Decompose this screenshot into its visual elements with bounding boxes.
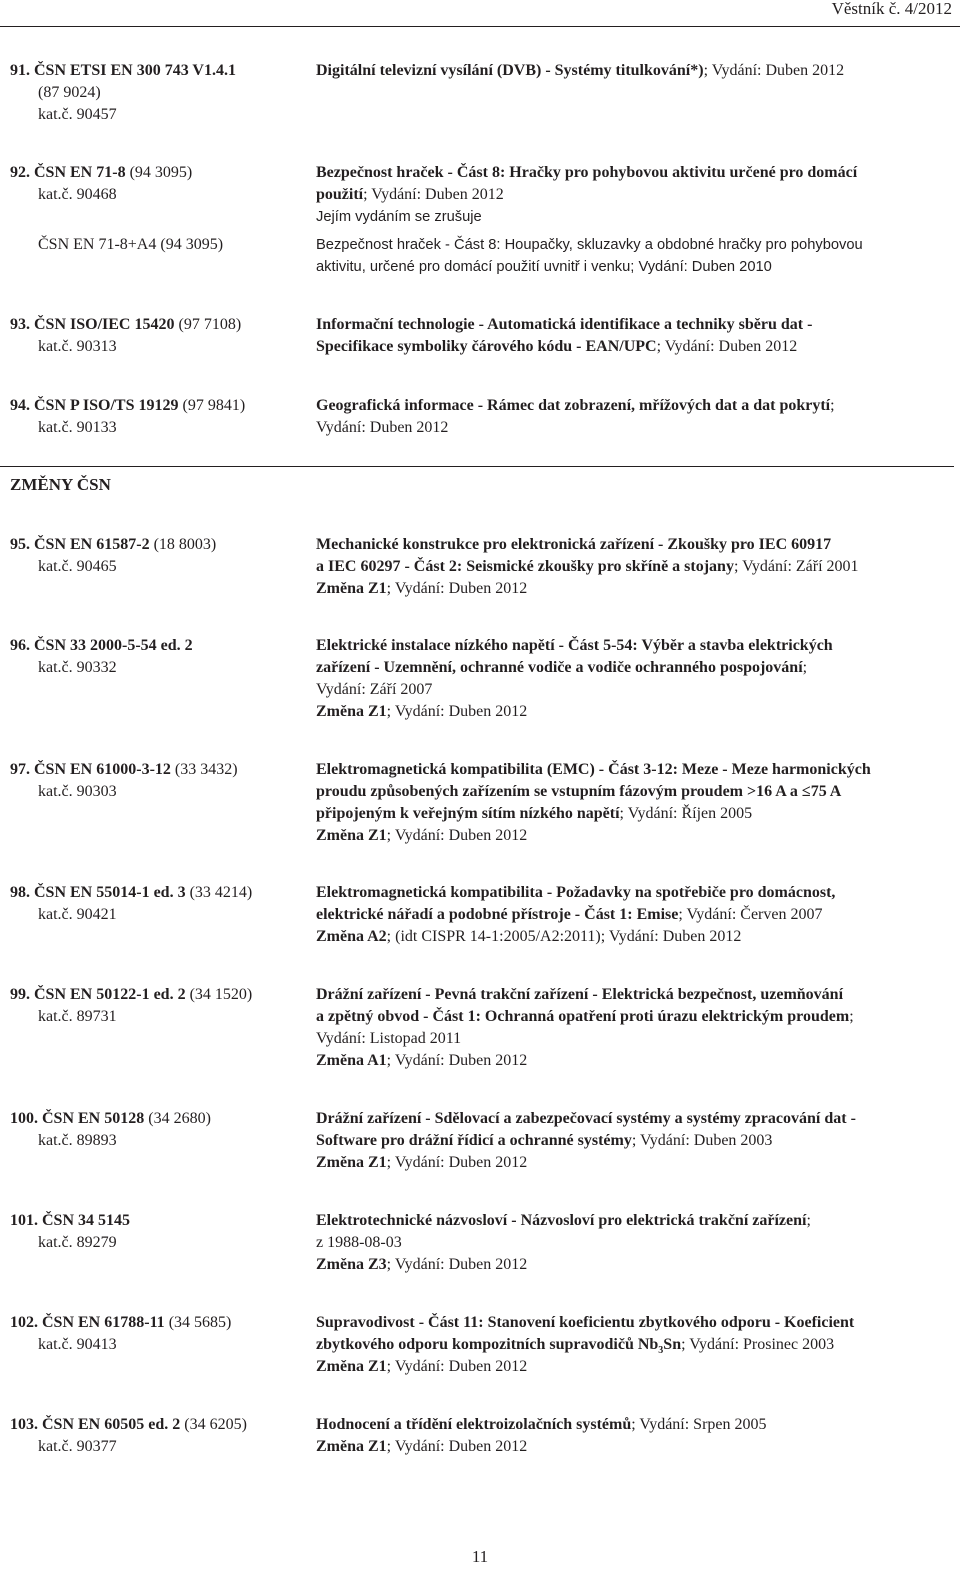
- amendment-label: Změna Z1: [316, 1154, 387, 1171]
- catalog-number: kat.č. 90377: [38, 1438, 117, 1455]
- section-title: ZMĚNY ČSN: [10, 475, 111, 494]
- entry-number: 97.: [10, 761, 30, 778]
- amendment-label: Změna Z3: [316, 1256, 387, 1273]
- standard-title-end: 75 A: [810, 783, 842, 800]
- standard-title: Drážní zařízení - Pevná trakční zařízení - Elektrická bezpečnost, uzemňování: [316, 986, 844, 1003]
- catalog-number: kat.č. 90332: [38, 659, 117, 676]
- amendment-issue: ; Vydání: Duben 2012: [386, 1256, 528, 1273]
- standard-code: ČSN EN 61587-2: [34, 536, 150, 553]
- amendment-issue: ; Vydání: Duben 2012: [386, 1358, 528, 1375]
- entry-number: 103.: [10, 1416, 38, 1433]
- page-number: 11: [471, 1547, 489, 1566]
- amendment-issue: ; Vydání: Duben 2012: [386, 1052, 528, 1069]
- standard-title: Elektromagnetická kompatibilita - Požadavky na spotřebiče pro domácnost,: [316, 884, 836, 901]
- classification: (94 3095): [125, 164, 193, 181]
- issue-date: z 1988-08-03: [316, 1234, 402, 1251]
- classification: (34 5685): [164, 1314, 232, 1331]
- classification: (34 1520): [185, 986, 253, 1003]
- standard-title: Drážní zařízení - Sdělovací a zabezpečovací systémy a systémy zpracování dat -: [316, 1110, 856, 1127]
- standard-title: Elektrické instalace nízkého napětí - Část 5-54: Výběr a stavba elektrických: [316, 637, 833, 654]
- amendment-label: Změna Z1: [316, 703, 387, 720]
- standard-code: ČSN ETSI EN 300 743 V1.4.1: [34, 62, 236, 79]
- issue-date: ; Vydání: Duben 2012: [656, 338, 798, 355]
- less-equal-symbol: ≤: [801, 783, 811, 800]
- issue-date: Vydání: Září 2007: [316, 681, 433, 698]
- classification: (33 3432): [170, 761, 238, 778]
- section-rule: [0, 466, 954, 467]
- standard-title-cont: zbytkového odporu kompozitních supravodičů Nb: [316, 1336, 659, 1353]
- standard-title: Mechanické konstrukce pro elektronická zařízení - Zkoušky pro IEC 60917: [316, 536, 832, 553]
- standard-title: Informační technologie - Automatická identifikace a techniky sběru dat -: [316, 316, 813, 333]
- catalog-number: kat.č. 90468: [38, 186, 117, 203]
- classification: (34 6205): [180, 1416, 247, 1433]
- title-punct: ;: [806, 1212, 811, 1229]
- classification: (18 8003): [149, 536, 217, 553]
- standard-code: ČSN EN 50122-1 ed. 2: [34, 986, 186, 1003]
- entry-number: 91.: [10, 62, 30, 79]
- standard-title: Elektromagnetická kompatibilita (EMC) - Část 3-12: Meze - Meze harmonických: [316, 761, 871, 778]
- journal-header: Věstník č. 4/2012: [831, 0, 952, 18]
- issue-date: ; Vydání: Srpen 2005: [631, 1416, 767, 1433]
- classification: (87 9024): [38, 84, 101, 101]
- standard-title: Hodnocení a třídění elektroizolačních systémů: [316, 1416, 632, 1433]
- entry-number: 99.: [10, 986, 30, 1003]
- standard-code: ČSN 34 5145: [42, 1212, 131, 1229]
- issue-date: ; Vydání: Prosinec 2003: [681, 1336, 835, 1353]
- standard-code: ČSN EN 55014-1 ed. 3: [34, 884, 186, 901]
- issue-date: ; Vydání: Červen 2007: [678, 906, 823, 923]
- standard-title: Digitální televizní vysílání (DVB) - Systémy titulkování*): [316, 62, 704, 79]
- entry-number: 100.: [10, 1110, 38, 1127]
- amendment-label: Změna A2: [316, 928, 387, 945]
- amendment-issue: ; Vydání: Duben 2012: [386, 1438, 528, 1455]
- standard-code: ČSN EN 60505 ed. 2: [42, 1416, 181, 1433]
- catalog-number: kat.č. 89893: [38, 1132, 117, 1149]
- standard-title-cont: a zpětný obvod - Část 1: Ochranná opatření proti úrazu elektrickým proudem: [316, 1008, 850, 1025]
- replaced-standard-title: Bezpečnost hraček - Část 8: Houpačky, skluzavky a obdobné hračky pro pohybovou: [316, 237, 863, 253]
- standard-title: Elektrotechnické názvosloví - Názvosloví pro elektrická trakční zařízení: [316, 1212, 807, 1229]
- standard-code: ČSN EN 71-8: [34, 164, 126, 181]
- standard-code: ČSN EN 61000-3-12: [34, 761, 171, 778]
- entry-number: 93.: [10, 316, 30, 333]
- standard-title: Bezpečnost hraček - Část 8: Hračky pro pohybovou aktivitu určené pro domácí: [316, 164, 858, 181]
- amendment-label: Změna Z1: [316, 1358, 387, 1375]
- amendment-issue: ; (idt CISPR 14-1:2005/A2:2011); Vydání: Duben 2012: [386, 928, 742, 945]
- issue-date: ; Vydání: Duben 2003: [631, 1132, 773, 1149]
- standard-title-cont: a IEC 60297 - Část 2: Seismické zkoušky pro skříně a stojany: [316, 558, 734, 575]
- standard-code: ČSN 33 2000-5-54 ed. 2: [34, 637, 193, 654]
- classification: (34 2680): [144, 1110, 211, 1127]
- standard-title-cont: proudu způsobených zařízením se vstupním fázovým proudem >16 A a: [316, 783, 802, 800]
- entry-number: 96.: [10, 637, 30, 654]
- catalog-number: kat.č. 90303: [38, 783, 117, 800]
- standard-title-end: Sn: [663, 1336, 682, 1353]
- standard-title-cont2: připojeným k veřejným sítím nízkého napětí: [316, 805, 620, 822]
- standard-title: Supravodivost - Část 11: Stanovení koeficientu zbytkového odporu - Koeficient: [316, 1314, 855, 1331]
- amendment-label: Změna Z1: [316, 580, 387, 597]
- replacement-note: Jejím vydáním se zrušuje: [316, 209, 482, 225]
- issue-date: ; Vydání: Duben 2012: [703, 62, 845, 79]
- amendment-label: Změna Z1: [316, 1438, 387, 1455]
- issue-date: ; Vydání: Říjen 2005: [619, 805, 753, 822]
- amendment-issue: ; Vydání: Duben 2012: [386, 1154, 528, 1171]
- catalog-number: kat.č. 89279: [38, 1234, 117, 1251]
- issue-date: Vydání: Listopad 2011: [316, 1030, 462, 1047]
- title-punct: ;: [849, 1008, 854, 1025]
- standard-title-cont: Software pro drážní řídicí a ochranné systémy: [316, 1132, 632, 1149]
- subscript-3: 3: [658, 1345, 664, 1357]
- standard-title-cont: použití: [316, 186, 364, 203]
- standard-code: ČSN ISO/IEC 15420: [34, 316, 175, 333]
- amendment-issue: ; Vydání: Duben 2012: [386, 580, 528, 597]
- standard-code: ČSN EN 50128: [42, 1110, 145, 1127]
- amendment-label: Změna A1: [316, 1052, 387, 1069]
- standard-code: ČSN P ISO/TS 19129: [34, 397, 179, 414]
- amendment-issue: ; Vydání: Duben 2012: [386, 703, 528, 720]
- title-punct: ;: [802, 659, 808, 676]
- amendment-label: Změna Z1: [316, 827, 387, 844]
- standard-title-cont: Specifikace symboliky čárového kódu - EAN/UPC: [316, 338, 657, 355]
- standard-title: Geografická informace - Rámec dat zobrazení, mřížových dat a dat pokrytí: [316, 397, 831, 414]
- issue-date: Vydání: Duben 2012: [316, 419, 449, 436]
- entry-number: 92.: [10, 164, 30, 181]
- standard-title-cont: zařízení - Uzemnění, ochranné vodiče a vodiče ochranného pospojování: [316, 659, 803, 676]
- classification: (97 7108): [174, 316, 242, 333]
- catalog-number: kat.č. 90465: [38, 558, 117, 575]
- entry-number: 98.: [10, 884, 30, 901]
- title-punct: ;: [830, 397, 835, 414]
- catalog-number: kat.č. 90421: [38, 906, 117, 923]
- catalog-number: kat.č. 90457: [38, 106, 117, 123]
- classification: (97 9841): [178, 397, 246, 414]
- catalog-number: kat.č. 90133: [38, 419, 117, 436]
- standard-title-cont: elektrické nářadí a podobné přístroje - Část 1: Emise: [316, 906, 679, 923]
- entry-number: 101.: [10, 1212, 38, 1229]
- entry-number: 102.: [10, 1314, 38, 1331]
- entry-number: 94.: [10, 397, 30, 414]
- replaced-standard-code: ČSN EN 71-8+A4 (94 3095): [38, 236, 224, 253]
- catalog-number: kat.č. 89731: [38, 1008, 117, 1025]
- amendment-issue: ; Vydání: Duben 2012: [386, 827, 528, 844]
- replaced-standard-title-cont: aktivitu, určené pro domácí použití uvnitř i venku; Vydání: Duben 2010: [316, 259, 772, 275]
- header-rule: [0, 26, 960, 27]
- catalog-number: kat.č. 90313: [38, 338, 117, 355]
- catalog-number: kat.č. 90413: [38, 1336, 117, 1353]
- classification: (33 4214): [185, 884, 253, 901]
- issue-date: ; Vydání: Duben 2012: [363, 186, 504, 203]
- issue-date: ; Vydání: Září 2001: [733, 558, 859, 575]
- standard-code: ČSN EN 61788-11: [42, 1314, 165, 1331]
- entry-number: 95.: [10, 536, 30, 553]
